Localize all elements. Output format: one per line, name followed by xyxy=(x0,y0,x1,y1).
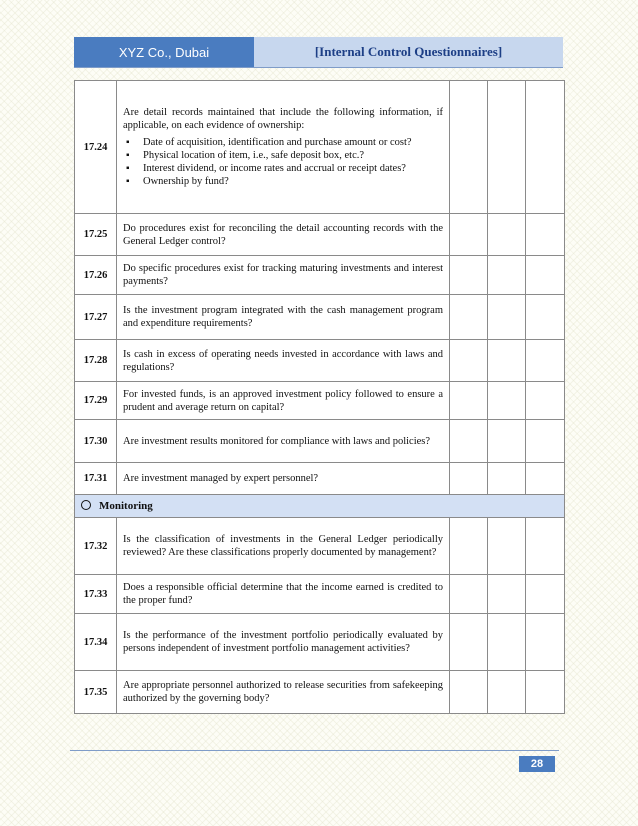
question-number: 17.30 xyxy=(75,420,117,463)
answer-cell-yes[interactable] xyxy=(450,671,488,714)
section-header xyxy=(75,495,565,518)
answer-cell-no[interactable] xyxy=(488,575,526,614)
question-text: Is the investment program integrated with the cash management program and expenditure requirements? xyxy=(117,295,450,340)
answer-cell-remarks[interactable] xyxy=(526,420,565,463)
table-row xyxy=(75,518,565,575)
question-text xyxy=(117,81,450,214)
answer-cell-remarks[interactable] xyxy=(526,575,565,614)
question-text: Is cash in excess of operating needs invested in accordance with laws and regulations? xyxy=(117,340,450,382)
question-number: 17.24 xyxy=(75,81,117,214)
answer-cell-yes[interactable] xyxy=(450,614,488,671)
question-text: Do procedures exist for reconciling the detail accounting records with the General Ledger control? xyxy=(117,214,450,256)
question-number: 17.29 xyxy=(75,382,117,420)
section-label: Monitoring xyxy=(99,499,153,512)
question-text: Is the classification of investments in the General Ledger periodically reviewed? Are these classifications properly documented by management? xyxy=(117,518,450,575)
table-row xyxy=(75,340,565,382)
answer-cell-remarks[interactable] xyxy=(526,614,565,671)
question-number: 17.26 xyxy=(75,256,117,295)
question-text: Is the performance of the investment portfolio periodically evaluated by persons independent of investment portfolio management activities? xyxy=(117,614,450,671)
table-row xyxy=(75,214,565,256)
question-text: For invested funds, is an approved investment policy followed to ensure a prudent and average return on capital? xyxy=(117,382,450,420)
header-divider xyxy=(74,67,563,68)
answer-cell-yes[interactable] xyxy=(450,295,488,340)
table-row xyxy=(75,671,565,714)
answer-cell-remarks[interactable] xyxy=(526,81,565,214)
answer-cell-no[interactable] xyxy=(488,295,526,340)
question-number: 17.28 xyxy=(75,340,117,382)
answer-cell-no[interactable] xyxy=(488,671,526,714)
answer-cell-remarks[interactable] xyxy=(526,463,565,495)
answer-cell-no[interactable] xyxy=(488,340,526,382)
question-text: Do specific procedures exist for tracking maturing investments and interest payments? xyxy=(117,256,450,295)
question-text: Does a responsible official determine that the income earned is credited to the proper fund? xyxy=(117,575,450,614)
question-text: Are appropriate personnel authorized to release securities from safekeeping authorized by the governing body? xyxy=(117,671,450,714)
answer-cell-remarks[interactable] xyxy=(526,671,565,714)
table-row xyxy=(75,420,565,463)
document-title: [Internal Control Questionnaires] xyxy=(254,37,563,67)
answer-cell-no[interactable] xyxy=(488,463,526,495)
answer-cell-yes[interactable] xyxy=(450,518,488,575)
question-number: 17.35 xyxy=(75,671,117,714)
answer-cell-remarks[interactable] xyxy=(526,382,565,420)
page-header xyxy=(74,37,563,67)
question-intro: Are detail records maintained that include the following information, if applicable, on each evidence of ownership: xyxy=(123,107,443,131)
question-number: 17.34 xyxy=(75,614,117,671)
answer-cell-remarks[interactable] xyxy=(526,295,565,340)
table-row xyxy=(75,614,565,671)
answer-cell-remarks[interactable] xyxy=(526,214,565,256)
answer-cell-remarks[interactable] xyxy=(526,518,565,575)
section-header-row xyxy=(75,495,565,518)
answer-cell-yes[interactable] xyxy=(450,256,488,295)
answer-cell-no[interactable] xyxy=(488,382,526,420)
answer-cell-yes[interactable] xyxy=(450,81,488,214)
answer-cell-yes[interactable] xyxy=(450,420,488,463)
question-number: 17.27 xyxy=(75,295,117,340)
answer-cell-no[interactable] xyxy=(488,614,526,671)
bullet-item: ▪ Interest dividend, or income rates and accrual or receipt dates? xyxy=(143,162,443,175)
question-number: 17.32 xyxy=(75,518,117,575)
company-name: XYZ Co., Dubai xyxy=(74,37,254,67)
question-text: Are investment managed by expert personnel? xyxy=(117,463,450,495)
bullet-item: ▪ Date of acquisition, identification and purchase amount or cost? xyxy=(143,136,443,149)
answer-cell-yes[interactable] xyxy=(450,463,488,495)
answer-cell-yes[interactable] xyxy=(450,575,488,614)
table-row xyxy=(75,463,565,495)
bullet-list xyxy=(123,136,443,188)
bullet-item: ▪ Physical location of item, i.e., safe deposit box, etc.? xyxy=(143,149,443,162)
bullet-item: ▪ Ownership by fund? xyxy=(143,175,443,188)
footer-divider xyxy=(70,750,559,751)
question-number: 17.31 xyxy=(75,463,117,495)
page-number: 28 xyxy=(519,756,555,772)
table-row xyxy=(75,256,565,295)
table-row xyxy=(75,575,565,614)
question-text: Are investment results monitored for compliance with laws and policies? xyxy=(117,420,450,463)
answer-cell-no[interactable] xyxy=(488,256,526,295)
question-number: 17.25 xyxy=(75,214,117,256)
answer-cell-no[interactable] xyxy=(488,214,526,256)
answer-cell-yes[interactable] xyxy=(450,214,488,256)
answer-cell-no[interactable] xyxy=(488,420,526,463)
answer-cell-yes[interactable] xyxy=(450,382,488,420)
questionnaire-table xyxy=(74,80,565,714)
table-row xyxy=(75,382,565,420)
answer-cell-remarks[interactable] xyxy=(526,340,565,382)
answer-cell-no[interactable] xyxy=(488,81,526,214)
answer-cell-no[interactable] xyxy=(488,518,526,575)
question-number: 17.33 xyxy=(75,575,117,614)
answer-cell-yes[interactable] xyxy=(450,340,488,382)
table-row xyxy=(75,81,565,214)
circle-bullet-icon xyxy=(81,500,91,510)
answer-cell-remarks[interactable] xyxy=(526,256,565,295)
table-row xyxy=(75,295,565,340)
